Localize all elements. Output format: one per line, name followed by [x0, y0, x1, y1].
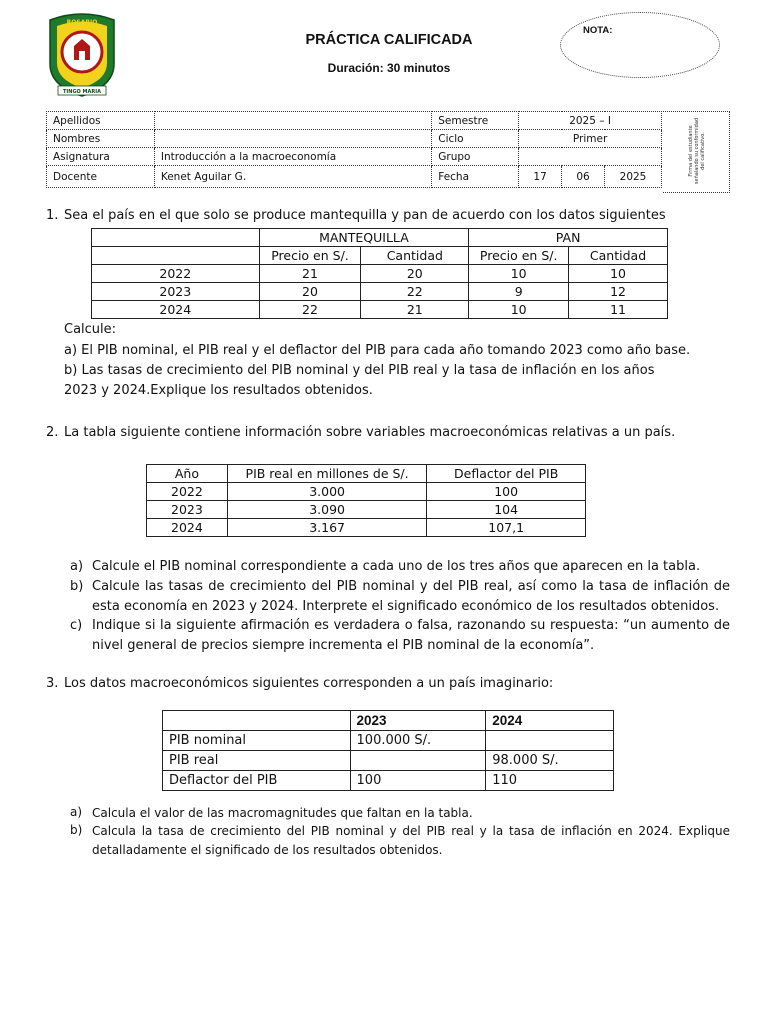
table-cell: PIB nominal [163, 731, 351, 751]
table-cell: 3.090 [227, 501, 426, 519]
fecha-year: 2025 [605, 166, 662, 188]
table-cell: 2024 [147, 519, 228, 537]
table-row [147, 483, 586, 501]
table-cell: 11 [569, 301, 668, 319]
table-cell: 10 [469, 301, 569, 319]
q2-part-c: Indique si la siguiente afirmación es verdadera o falsa, razonando su respuesta: “un aumento de nivel general de precios siempre incrementa el PIB nominal de la economía”. [92, 618, 730, 653]
col-qty: Cantidad [361, 247, 469, 265]
label-asignatura: Asignatura [47, 148, 155, 166]
table-cell: 20 [361, 265, 469, 283]
student-info-table [46, 111, 662, 188]
signature-box[interactable] [663, 111, 730, 193]
grade-box[interactable] [560, 12, 720, 78]
q2-text: La tabla siguiente contiene información sobre variables macroeconómicas relativas a un país. [64, 425, 676, 440]
q1-calcule: Calcule: [64, 322, 117, 337]
q2-c-label: c) [70, 618, 83, 633]
asignatura-value: Introducción a la macroeconomía [154, 148, 431, 166]
ciclo-value: Primer [519, 130, 662, 148]
duration: Duración: 30 minutos [327, 61, 451, 75]
label-ciclo: Ciclo [432, 130, 519, 148]
col-deflactor: Deflactor del PIB [427, 465, 586, 483]
university-logo [44, 12, 120, 98]
col-2023: 2023 [350, 711, 486, 731]
table-row [147, 501, 586, 519]
col-pib-real: PIB real en millones de S/. [227, 465, 426, 483]
q2-a-label: a) [70, 559, 84, 574]
table-cell: Deflactor del PIB [163, 771, 351, 791]
empty-cell [92, 229, 260, 247]
label-nombres: Nombres [47, 130, 155, 148]
empty-cell [92, 247, 260, 265]
table-row [92, 301, 668, 319]
q2-number: 2. [46, 425, 59, 440]
col-qty: Cantidad [569, 247, 668, 265]
table-cell: 3.167 [227, 519, 426, 537]
table-cell: 107,1 [427, 519, 586, 537]
q1-text: Sea el país en el que solo se produce mantequilla y pan de acuerdo con los datos siguientes [64, 208, 666, 223]
table-cell: 21 [259, 265, 361, 283]
table-cell: 12 [569, 283, 668, 301]
table-cell: 104 [427, 501, 586, 519]
group-pan: PAN [469, 229, 668, 247]
q1-part-a: a) El PIB nominal, el PIB real y el deflactor del PIB para cada año tomando 2023 como año base. [64, 343, 691, 358]
signature-note: Firma del estudiante señalando su conformidad del calificativo. [688, 117, 706, 185]
label-semestre: Semestre [432, 112, 519, 130]
q3-part-a: Calcula el valor de las macromagnitudes que faltan en la tabla. [92, 806, 473, 820]
table-cell: 100 [427, 483, 586, 501]
blank-cell[interactable] [486, 731, 614, 751]
col-price: Precio en S/. [469, 247, 569, 265]
q3-number: 3. [46, 676, 59, 691]
field-grupo[interactable] [519, 148, 662, 166]
table-cell: 100.000 S/. [350, 731, 486, 751]
docente-value: Kenet Aguilar G. [154, 166, 431, 188]
group-mantequilla: MANTEQUILLA [259, 229, 469, 247]
q1-part-b: b) Las tasas de crecimiento del PIB nominal y del PIB real y la tasa de inflación en los años 2023 y 2024.Explique los resultados obtenidos. [64, 363, 655, 398]
q3-a-label: a) [70, 805, 83, 819]
table-cell: 98.000 S/. [486, 751, 614, 771]
table-cell: 2023 [147, 501, 228, 519]
q2-table [146, 464, 586, 537]
fecha-day: 17 [519, 166, 562, 188]
table-cell: 2024 [92, 301, 260, 319]
table-cell: 2023 [92, 283, 260, 301]
table-cell: 9 [469, 283, 569, 301]
field-apellidos[interactable] [154, 112, 431, 130]
q3-b-label: b) [70, 823, 83, 837]
table-cell: 10 [469, 265, 569, 283]
table-cell: 100 [350, 771, 486, 791]
table-row [163, 771, 614, 791]
label-grupo: Grupo [432, 148, 519, 166]
q1-number: 1. [46, 208, 59, 223]
label-docente: Docente [47, 166, 155, 188]
table-cell: 2022 [147, 483, 228, 501]
table-cell: 22 [361, 283, 469, 301]
q3-part-b: Calcula la tasa de crecimiento del PIB nominal y del PIB real y la tasa de inflación en 2024. Explique detalladamente el significado de los resultados obtenidos. [92, 824, 730, 857]
logo-bottom-text: TINGO MARIA [63, 89, 101, 95]
table-cell: 3.000 [227, 483, 426, 501]
blank-cell[interactable] [350, 751, 486, 771]
logo-top-text: ROSARIO [66, 19, 98, 26]
empty-cell [163, 711, 351, 731]
label-fecha: Fecha [432, 166, 519, 188]
label-apellidos: Apellidos [47, 112, 155, 130]
page-title: PRÁCTICA CALIFICADA [305, 32, 473, 48]
table-cell: 2022 [92, 265, 260, 283]
table-cell: 110 [486, 771, 614, 791]
table-cell: 20 [259, 283, 361, 301]
q2-part-a: Calcule el PIB nominal correspondiente a cada uno de los tres años que aparecen en la tabla. [92, 559, 701, 574]
q1-table [91, 228, 668, 319]
col-year: Año [147, 465, 228, 483]
col-2024: 2024 [486, 711, 614, 731]
field-nombres[interactable] [154, 130, 431, 148]
table-row [163, 751, 614, 771]
q2-b-label: b) [70, 579, 84, 594]
q3-text: Los datos macroeconómicos siguientes corresponden a un país imaginario: [64, 676, 554, 691]
grade-label: NOTA: [583, 25, 613, 36]
table-row [147, 519, 586, 537]
table-row [92, 283, 668, 301]
q2-part-b: Calcule las tasas de crecimiento del PIB nominal y del PIB real, así como la tasa de inflación de esta economía en 2023 y 2024. Interprete el significado económico de los resultados obtenidos. [92, 579, 730, 614]
table-row [92, 265, 668, 283]
fecha-month: 06 [562, 166, 605, 188]
col-price: Precio en S/. [259, 247, 361, 265]
table-row [163, 731, 614, 751]
q3-table [162, 710, 614, 791]
semestre-value: 2025 – I [519, 112, 662, 130]
table-cell: 22 [259, 301, 361, 319]
table-cell: PIB real [163, 751, 351, 771]
table-cell: 21 [361, 301, 469, 319]
table-cell: 10 [569, 265, 668, 283]
